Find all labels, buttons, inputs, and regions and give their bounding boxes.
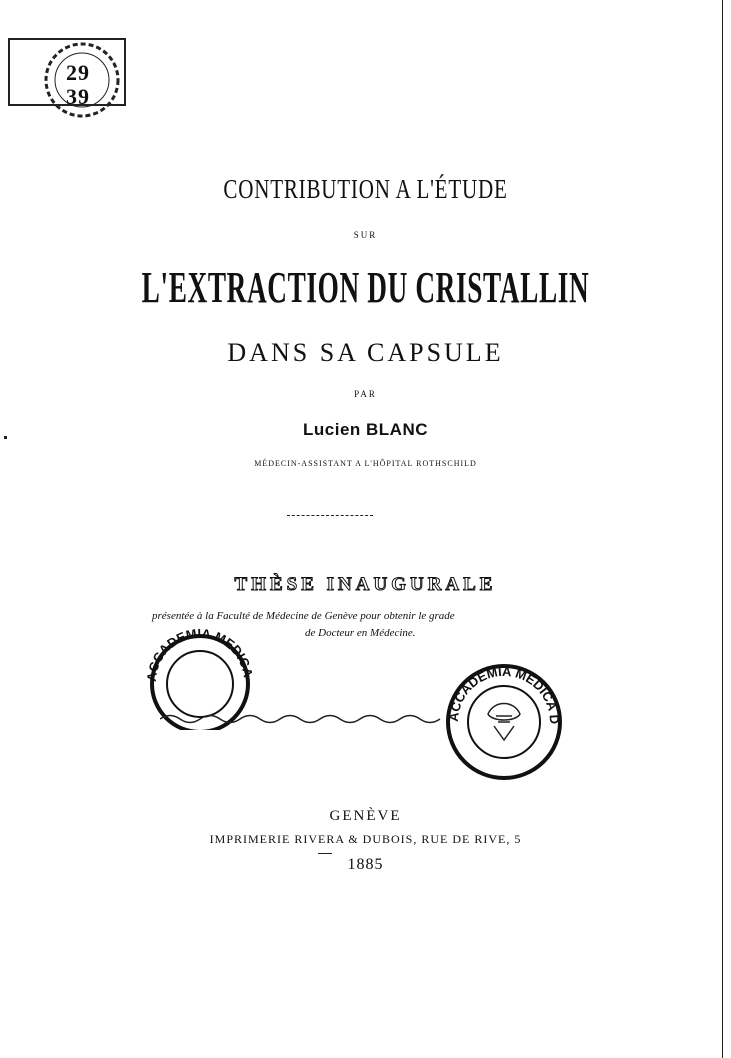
imprint-printer: IMPRIMERIE RIVERA & DUBOIS, RUE DE RIVE, 5 <box>209 832 522 846</box>
library-stamp-number-2: 39 <box>66 84 90 109</box>
imprint-city: GENÈVE <box>329 808 402 824</box>
library-stamp <box>8 38 126 122</box>
title-line-3: DANS SA CAPSULE <box>227 338 504 367</box>
divider-rule <box>287 515 373 516</box>
these-description-line-2: de Docteur en Médecine. <box>305 627 416 639</box>
these-heading: THÈSE INAUGURALE <box>234 574 497 595</box>
author-name: Lucien BLANC <box>303 420 428 439</box>
svg-text:ACCADEMIA MEDICA DI ROMA: ACCADEMIA MEDICA D <box>445 663 563 725</box>
par-label: PAR <box>354 389 377 399</box>
eagle-emblem-icon <box>488 704 520 741</box>
title-line-2: L'EXTRACTION DU CRISTALLIN <box>141 263 590 312</box>
imprint-year: 1885 <box>347 856 384 873</box>
title-line-1: CONTRIBUTION A L'ÉTUDE <box>223 174 508 204</box>
title-sur: SUR <box>353 230 378 240</box>
these-description-line-1: présentée à la Faculté de Médecine de Genève pour obtenir le grade <box>152 610 455 622</box>
author-affiliation: MÉDECIN-ASSISTANT A L'HÔPITAL ROTHSCHILD <box>254 459 477 468</box>
stamp-squiggle <box>160 712 480 726</box>
year-bar <box>318 853 332 854</box>
library-stamp-number-1: 29 <box>66 60 90 85</box>
page-edge <box>722 0 723 1058</box>
svg-text:ACCADEMIA MEDICA: ACCADEMIA MEDICA <box>143 625 256 683</box>
